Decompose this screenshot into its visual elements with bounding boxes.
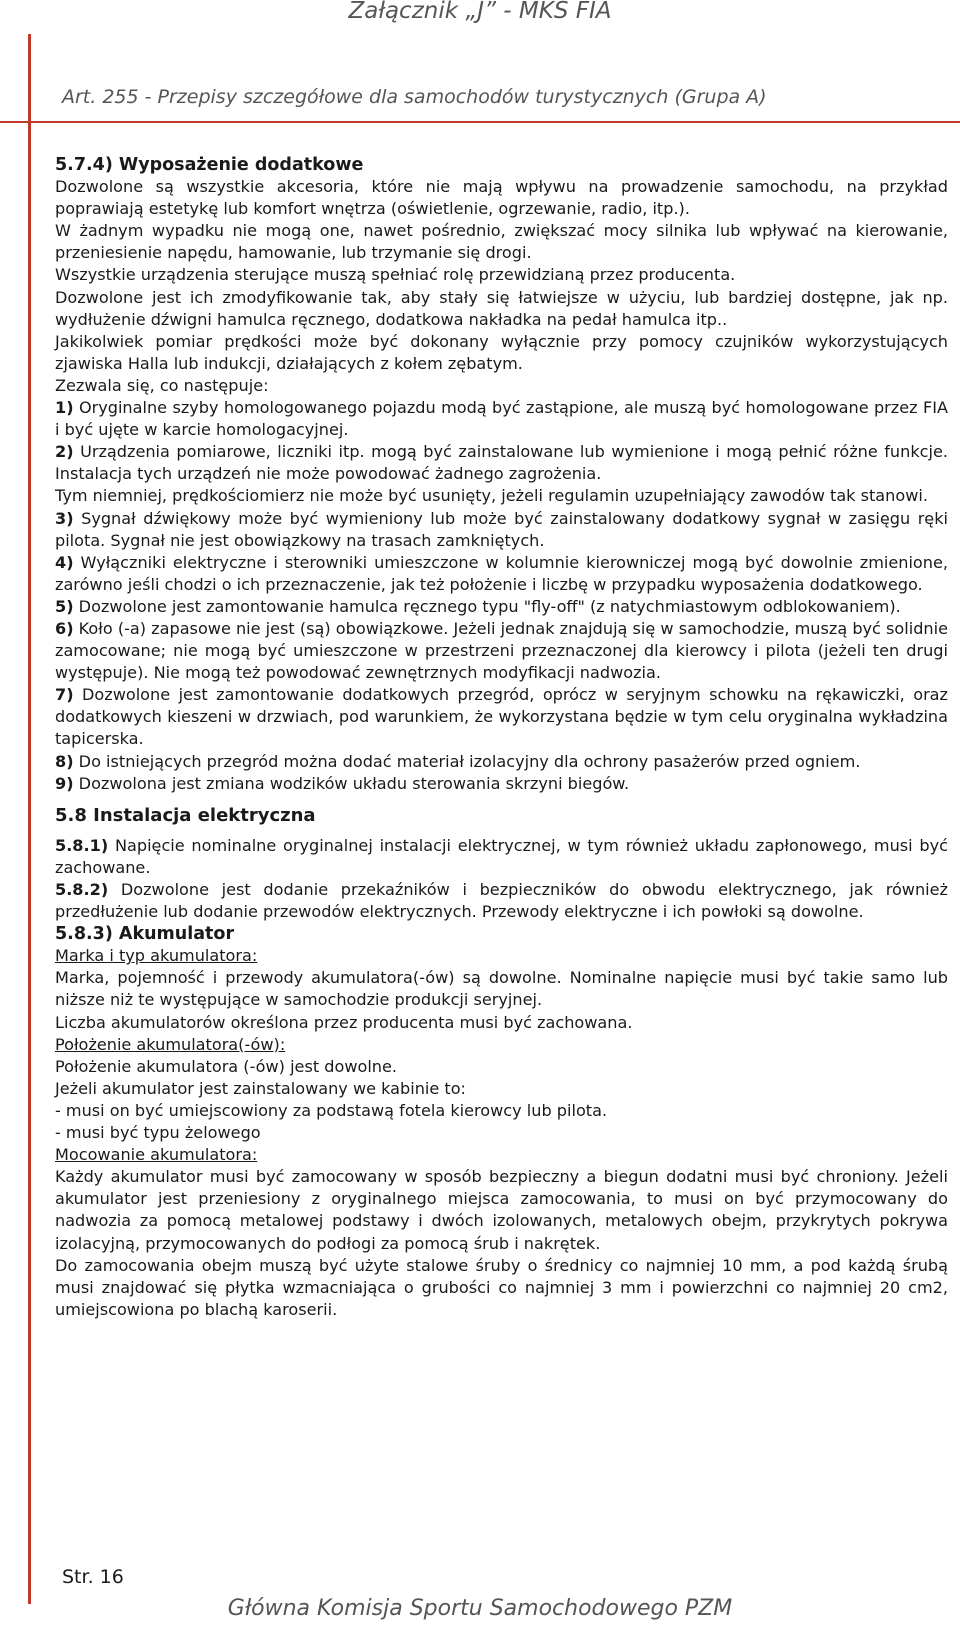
paragraph: Wszystkie urządzenia sterujące muszą spełniać rolę przewidzianą przez producenta. <box>55 265 736 285</box>
list-item-text: Dozwolona jest zmiana wodzików układu sterowania skrzyni biegów. <box>73 773 630 793</box>
subsection-582 <box>55 879 948 923</box>
list-item-number: 6) <box>55 618 74 638</box>
list-item-text: Koło (-a) zapasowe nie jest (są) obowiązkowe. Jeżeli jednak znajdują się w samochodzie, muszą być solidnie zamocowane; nie mogą być umieszczone w przestrzeni przeznaczonej dla kierowcy i pilota (jeżeli ten drugi występuje). Nie mogą też powodować zewnętrznych modyfikacji nadwozia. <box>55 618 948 683</box>
paragraph: Dozwolone jest ich zmodyfikowanie tak, aby stały się łatwiejsze w użyciu, lub bardziej dostępne, jak np. wydłużenie dźwigni hamulca ręcznego, dodatkowa nakładka na pedał hamulca itp.. <box>55 287 948 329</box>
subsection-text: Napięcie nominalne oryginalnej instalacji elektrycznej, w tym również układu zapłonowego, musi być zachowane. <box>55 835 948 877</box>
list-item-text: Tym niemniej, prędkościomierz nie może być usunięty, jeżeli regulamin uzupełniający zawodów tak stanowi. <box>55 486 928 506</box>
list-item-text: Do istniejących przegród można dodać materiał izolacyjny dla ochrony pasażerów przed ogniem. <box>73 751 861 771</box>
list-item-number: 9) <box>55 773 74 793</box>
paragraph: Dozwolone są wszystkie akcesoria, które nie mają wpływu na prowadzenie samochodu, na przykład poprawiają estetykę lub komfort wnętrza (oświetlenie, ogrzewanie, radio, itp.). <box>55 177 948 219</box>
document-body <box>55 154 948 1321</box>
subsection-581 <box>55 835 948 879</box>
subsection-number: 5.8.1) <box>55 835 109 855</box>
list-item-number: 4) <box>55 552 74 572</box>
subsection-number: 5.8.2) <box>55 880 109 899</box>
paragraph: Zezwala się, co następuje: <box>55 375 269 395</box>
paragraph: Do zamocowania obejm muszą być użyte stalowe śruby o średnicy co najmniej 10 mm, a pod każdą śrubą musi znajdować się płytka wzmacniająca o grubości co najmniej 3 mm i powierzchni co najmniej 20 cm2, umiejscowiona po blachą karoserii. <box>55 1255 948 1319</box>
paragraph: Jakikolwiek pomiar prędkości może być dokonany wyłącznie przy pomocy czujników wykorzystujących zjawiska Halla lub indukcji, działających z kołem zębatym. <box>55 331 948 373</box>
section-heading-58: 5.8 Instalacja elektryczna <box>55 804 316 826</box>
list-item <box>55 552 948 596</box>
paragraph: Każdy akumulator musi być zamocowany w sposób bezpieczny a biegun dodatni musi być chroniony. Jeżeli akumulator jest przeniesiony z oryginalnego miejsca zamocowania, to musi on być przymocowany do nadwozia za pomocą metalowej podstawy i dwóch izolowanych, metalowych obejm, przykrytych pokrywa izolacyjną, przymocowanych do podłogi za pomocą śrub i nakrętek. <box>55 1167 948 1253</box>
paragraph: Liczba akumulatorów określona przez producenta musi być zachowana. <box>55 1012 633 1032</box>
list-item <box>55 508 948 552</box>
paragraph: Położenie akumulatora (-ów) jest dowolne. <box>55 1056 398 1076</box>
page-number: Str. 16 <box>62 1566 124 1588</box>
list-item-text: Sygnał dźwiękowy może być wymieniony lub może być zainstalowany dodatkowy sygnał w zasięgu ręki pilota. Sygnał nie jest obowiązkowy na trasach zamkniętych. <box>55 508 948 550</box>
list-item <box>55 751 948 773</box>
paragraph: - musi on być umiejscowiony za podstawą fotela kierowcy lub pilota. <box>55 1100 608 1120</box>
list-item-text: Dozwolone jest zamontowanie dodatkowych przegród, oprócz w seryjnym schowku na rękawiczki, oraz dodatkowych kieszeni w drzwiach, pod warunkiem, że wykorzystana będzie w tym celu oryginalna wykładzina tapicerska. <box>55 685 948 749</box>
list-item <box>55 618 948 684</box>
list-item-number: 3) <box>55 508 74 528</box>
header-rule-horizontal <box>0 121 960 123</box>
document-footer: Główna Komisja Sportu Samochodowego PZM <box>227 1596 733 1621</box>
paragraph: - musi być typu żelowego <box>55 1123 261 1143</box>
list-item <box>55 397 948 441</box>
list-item <box>55 596 948 618</box>
list-item-text: Oryginalne szyby homologowanego pojazdu modą być zastąpione, ale muszą być homologowane przez FIA i być ujęte w karcie homologacyjnej. <box>55 398 948 440</box>
document-header-title: Załącznik „J” - MKS FIA <box>348 0 612 24</box>
list-item-number: 8) <box>55 751 74 771</box>
list-item-number: 2) <box>55 442 74 462</box>
list-item-number: 7) <box>55 685 74 705</box>
list-item <box>55 684 948 750</box>
paragraph: Marka, pojemność i przewody akumulatora(-ów) są dowolne. Nominalne napięcie musi być takie samo lub niższe niż te występujące w samochodzie produkcji seryjnej. <box>55 968 948 1010</box>
paragraph: Jeżeli akumulator jest zainstalowany we kabinie to: <box>55 1078 466 1098</box>
subsection-text: Dozwolone jest dodanie przekaźników i bezpieczników do obwodu elektrycznego, jak również przedłużenie lub dodanie przewodów elektrycznych. Przewody elektryczne i ich powłoki są dowolne. <box>55 880 948 922</box>
list-item-number: 5) <box>55 596 74 616</box>
section-heading-574: 5.7.4) Wyposażenie dodatkowe <box>55 155 364 175</box>
list-item-text: Urządzenia pomiarowe, liczniki itp. mogą być zainstalowane lub wymienione i mogą pełnić różne funkcje. Instalacja tych urządzeń nie może powodować żadnego zagrożenia. <box>55 442 948 484</box>
list-item <box>55 441 948 485</box>
list-item-number: 1) <box>55 398 74 418</box>
list-item <box>55 485 948 507</box>
subsection-heading-583: 5.8.3) Akumulator <box>55 924 235 945</box>
article-title: Art. 255 - Przepisy szczegółowe dla samochodów turystycznych (Grupa A) <box>62 86 767 108</box>
paragraph: W żadnym wypadku nie mogą one, nawet pośrednio, zwiększać mocy silnika lub wpływać na kierowanie, przeniesienie napędu, hamowanie, lub trzymanie się drogi. <box>55 221 948 263</box>
list-item-text: Dozwolone jest zamontowanie hamulca ręcznego typu "fly-off" (z natychmiastowym odblokowaniem). <box>73 596 901 616</box>
list-item <box>55 773 948 795</box>
subheading-marka: Marka i typ akumulatora: <box>55 946 258 966</box>
margin-rule-vertical <box>28 34 31 1604</box>
subheading-mocowanie: Mocowanie akumulatora: <box>55 1145 258 1165</box>
list-item-text: Wyłączniki elektryczne i sterowniki umieszczone w kolumnie kierowniczej mogą być dowolnie zmienione, zarówno jeśli chodzi o ich przeznaczenie, jak też położenie i liczbę w przypadku wyposażenia dodatkowego. <box>55 552 948 594</box>
subheading-polozenie: Położenie akumulatora(-ów): <box>55 1034 286 1054</box>
